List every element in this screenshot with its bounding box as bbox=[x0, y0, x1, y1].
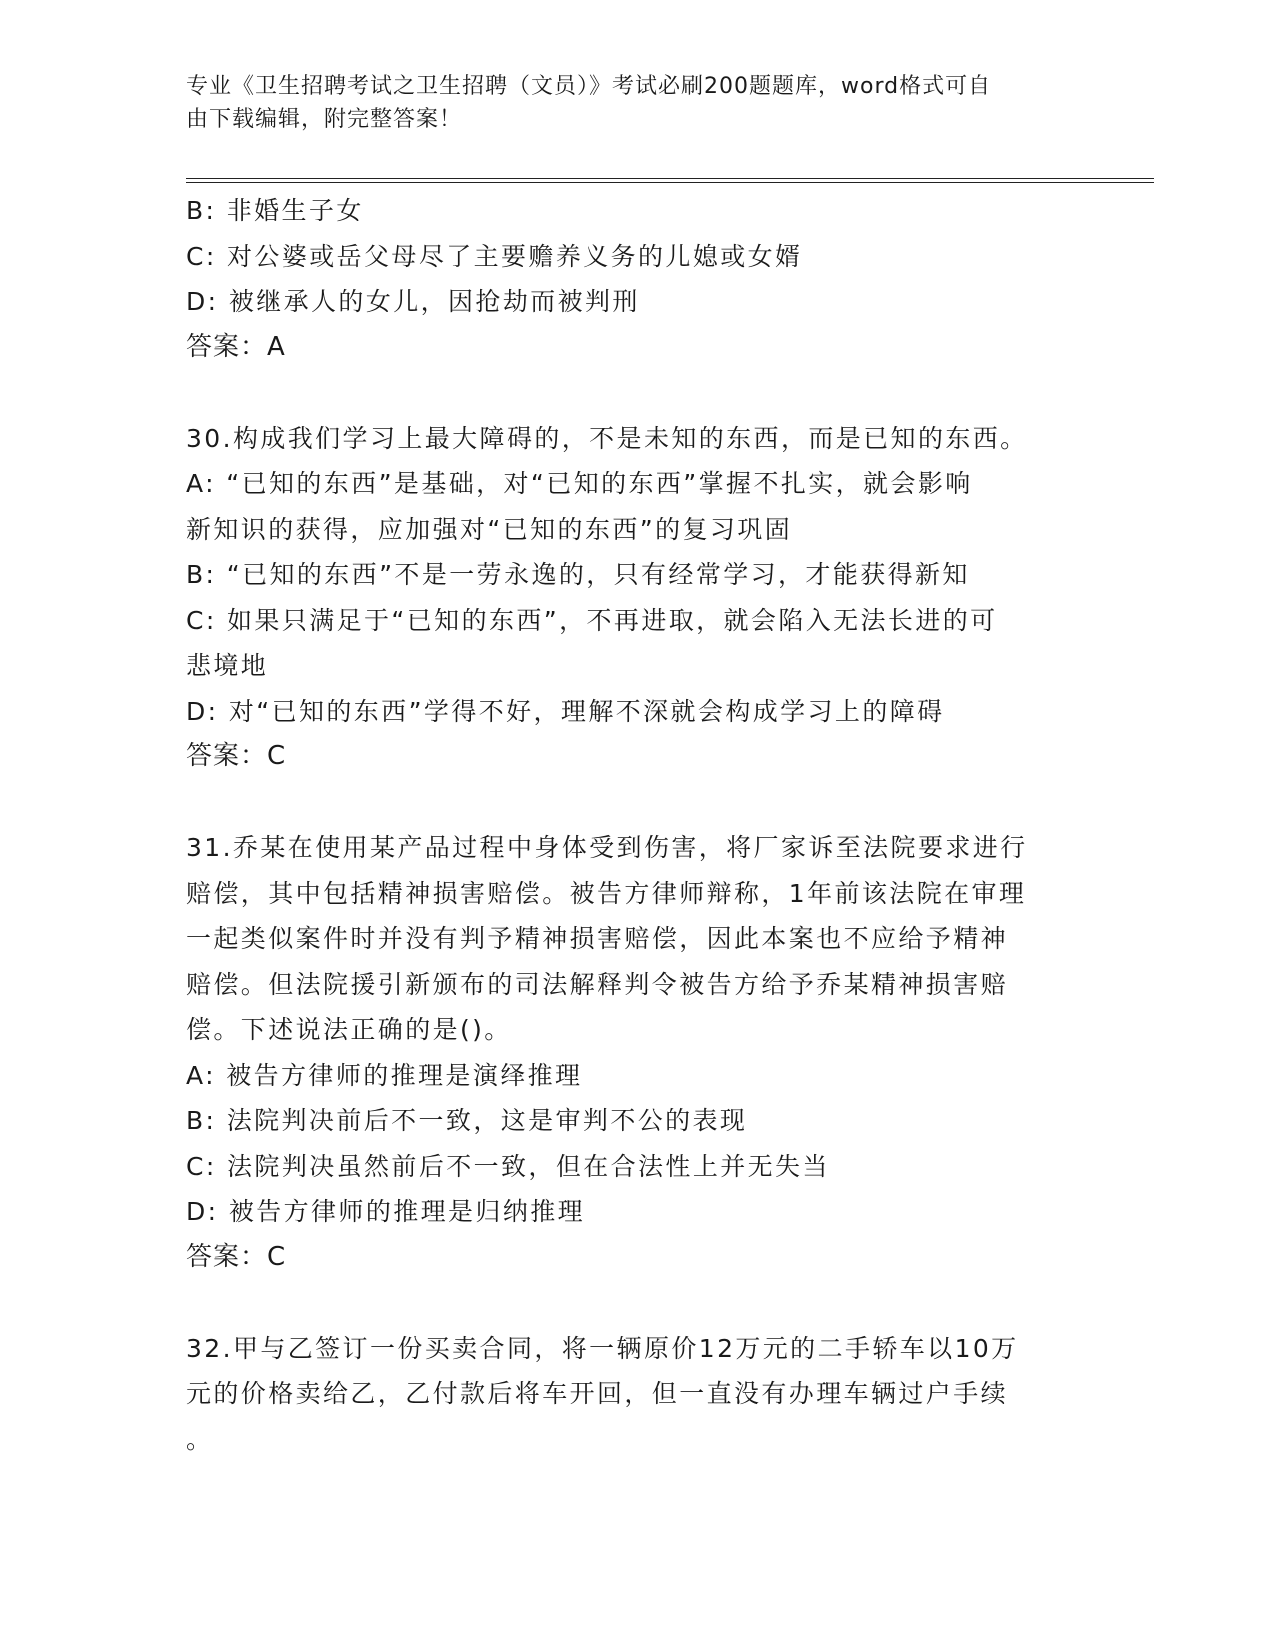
option-c-continued: 悲境地 bbox=[186, 651, 269, 680]
question-stem-continued: 元的价格卖给乙，乙付款后将车开回，但一直没有办理车辆过户手续 bbox=[186, 1379, 1009, 1408]
option-a-continued: 新知识的获得，应加强对“已知的东西”的复习巩固 bbox=[186, 514, 793, 544]
question-stem-continued: 赔偿。但法院援引新颁布的司法解释判令被告方给予乔某精神损害赔 bbox=[186, 969, 1009, 999]
option-a: A: “已知的东西”是基础，对“已知的东西”掌握不扎实，就会影响 bbox=[186, 469, 973, 498]
answer: 答案：C bbox=[186, 1241, 287, 1272]
option-c: C: 如果只满足于“已知的东西”，不再进取，就会陷入无法长进的可 bbox=[186, 605, 998, 635]
question-stem-continued: 一起类似案件时并没有判予精神损害赔偿，因此本案也不应给予精神 bbox=[186, 924, 1009, 953]
option-d: D: 被告方律师的推理是归纳推理 bbox=[186, 1197, 586, 1226]
answer: 答案：A bbox=[186, 331, 286, 362]
document-body bbox=[186, 188, 1086, 1462]
option-c: C: 法院判决虽然前后不一致，但在合法性上并无失当 bbox=[186, 1151, 830, 1181]
option-d: D: 对“已知的东西”学得不好，理解不深就会构成学习上的障碍 bbox=[186, 696, 945, 726]
question-stem: 31.乔某在使用某产品过程中身体受到伤害，将厂家诉至法院要求进行 bbox=[186, 833, 1028, 862]
question-31 bbox=[186, 825, 1086, 1280]
question-32 bbox=[186, 1326, 1086, 1463]
option-b: B: 非婚生子女 bbox=[186, 196, 364, 225]
option-d: D: 被继承人的女儿，因抢劫而被判刑 bbox=[186, 287, 640, 316]
question-stem: 30.构成我们学习上最大障碍的，不是未知的东西，而是已知的东西。 bbox=[186, 423, 1028, 453]
question-29 bbox=[186, 188, 1086, 370]
header-rule-top bbox=[186, 178, 1154, 179]
spacer bbox=[186, 780, 1086, 826]
option-c: C: 对公婆或岳父母尽了主要赡养义务的儿媳或女婿 bbox=[186, 241, 803, 271]
header-line-1: 专业《卫生招聘考试之卫生招聘（文员）》考试必刷200题题库，word格式可自 bbox=[186, 74, 992, 99]
header-line-2: 由下载编辑，附完整答案！ bbox=[186, 107, 463, 132]
question-stem-continued: 偿。下述说法正确的是()。 bbox=[186, 1015, 512, 1044]
question-stem-continued: 。 bbox=[186, 1424, 214, 1454]
question-30 bbox=[186, 416, 1086, 780]
option-a: A: 被告方律师的推理是演绎推理 bbox=[186, 1060, 583, 1090]
option-b: B: 法院判决前后不一致，这是审判不公的表现 bbox=[186, 1106, 748, 1135]
option-b: B: “已知的东西”不是一劳永逸的，只有经常学习，才能获得新知 bbox=[186, 560, 970, 589]
header-rule-bottom bbox=[186, 182, 1154, 183]
spacer bbox=[186, 370, 1086, 416]
spacer bbox=[186, 1280, 1086, 1326]
answer: 答案：C bbox=[186, 741, 287, 771]
document-header bbox=[186, 70, 1086, 136]
question-stem: 32.甲与乙签订一份买卖合同，将一辆原价12万元的二手轿车以10万 bbox=[186, 1333, 1019, 1363]
question-stem-continued: 赔偿，其中包括精神损害赔偿。被告方律师辩称，1年前该法院在审理 bbox=[186, 878, 1027, 908]
